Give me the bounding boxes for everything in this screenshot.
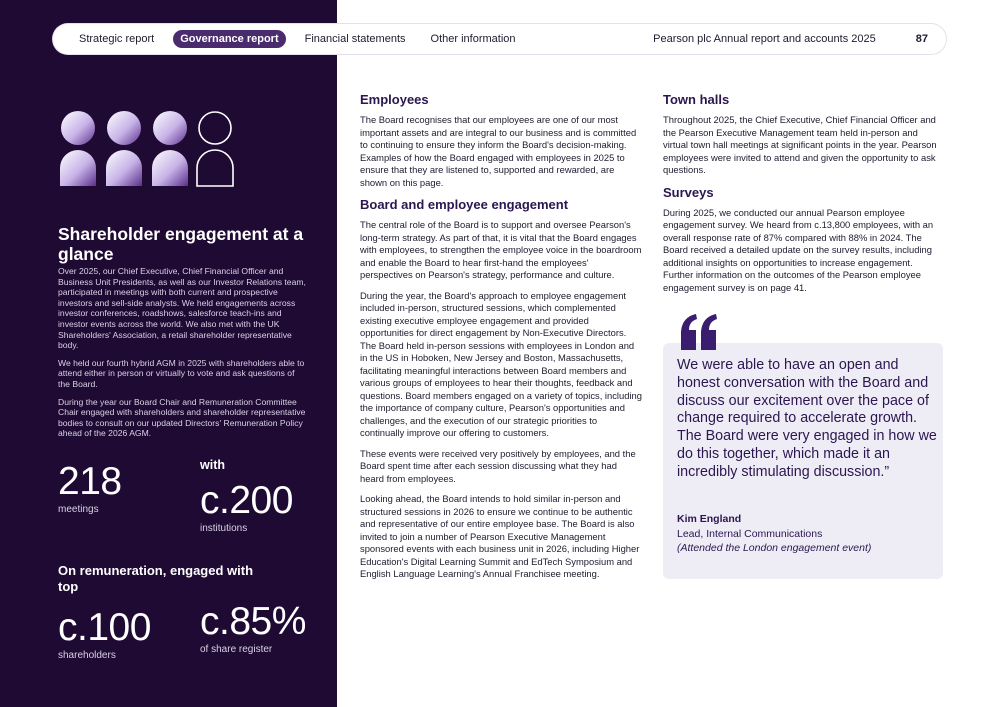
board-engagement-heading: Board and employee engagement (360, 197, 569, 212)
people-icon-graphic (58, 110, 238, 190)
right-column (663, 92, 945, 302)
remuneration-heading: On remuneration, engaged with top (58, 563, 254, 594)
surveys-paragraph: During 2025, we conducted our annual Pearson employee engagement survey. We heard from c.13,800 employees, with an overall response rate of 87% compared with 88% in 2024. The Board received a detailed update on the survey results, including additional insights on opportunities to increase engagement. Further information on the outcomes of the Pearson employee engagement survey is on page 41. (663, 206, 934, 293)
nav-financial-statements[interactable]: Financial statements (304, 33, 406, 45)
person-icon (60, 111, 96, 186)
stat-label: of share register (200, 644, 273, 655)
paragraph: During the year, the Board's approach to employee engagement included in-person, structured sessions, which complemented existing executive employee engagement and provided opportunities for direct engagement by Non-Executive Directors. The Board held in-person sessions with employees in London and in the US in Hoboken, New Jersey and Boston, Massachusetts, facilitating meaningful interactions between Board members and various groups of employees to hear their thoughts, feedback and questions. Board members engaged on a variety of topics, including the importance of company culture, Pearson's opportunities and challenges, and the execution of our strategic priorities to continually improve our offering to customers. (360, 289, 642, 438)
paragraph: Looking ahead, the Board intends to hold similar in-person and structured sessions in 2026 to ensure we continue to be authentic and representative of our entire employee base. The Board is also invited to join a number of Pearson Executive Management sponsored events with each business unit in 2026, including Higher Education's Digital Learning Summit and EdTech Symposium and English Language Learning's Annual Franchisee meeting. (360, 493, 640, 579)
nav-strategic-report[interactable]: Strategic report (79, 33, 155, 45)
person-outline-icon (197, 112, 233, 186)
quote-text: We were able to have an open and honest conversation with the Board and discuss our excitement over the pace of change required to accelerate growth. The Board were very engaged in how we do this together, which made it an incredibly stimulating discussion.” (677, 357, 937, 480)
top-navigation (53, 24, 946, 54)
quote-author-name: Kim England (677, 513, 742, 525)
town-halls-heading: Town halls (663, 92, 730, 107)
person-icon (152, 111, 188, 186)
stat-value: 218 (58, 460, 122, 503)
page-number: 87 (915, 33, 928, 45)
employees-paragraph: The Board recognises that our employees are one of our most important assets and are integral to our business and is committed to continuing to ensure they inform the Board's decision-making. Examples of how the Board engaged with employees in 2025 to ensure that they are listened to, supported and rewarded, are shown on this page. (360, 114, 637, 188)
paragraph: These events were received very positively by employees, and the Board spent time after each session discussing what they had heard from employees. (360, 447, 636, 484)
town-halls-paragraph: Throughout 2025, the Chief Executive, Chief Financial Officer and the Pearson Executive Management team held in-person and virtual town hall meetings at significant points in the year. Pearson employees were invited to attend and given the opportunity to ask questions. (663, 114, 937, 175)
quote-author-role: Lead, Internal Communications (677, 528, 823, 540)
nav-other-information[interactable]: Other information (430, 33, 516, 45)
stat-label: institutions (200, 523, 248, 534)
paragraph: Over 2025, our Chief Executive, Chief Financial Officer and Business Unit Presidents, as well as our Investor Relations team, participated in meetings with both current and prospective investors and sell-side analysts. We held engagements across investor conferences, roadshows, salesforce teach-ins and investor events across the world. We also met with the UK Shareholders' Association, a retail shareholder representative body. (58, 266, 306, 351)
stat-institutions (200, 481, 293, 534)
paragraph: We held our fourth hybrid AGM in 2025 with shareholders able to attend either in person or virtually to vote and ask questions of the Board. (58, 357, 305, 389)
stat-share-register (200, 602, 306, 655)
employees-heading: Employees (360, 92, 429, 107)
stat-label: shareholders (58, 650, 116, 661)
stat-shareholders (58, 608, 151, 661)
quote-mark-icon (679, 312, 719, 352)
shareholder-engagement-title: Shareholder engagement at a glance (58, 224, 304, 264)
stat-meetings (58, 462, 122, 515)
person-icon (106, 111, 142, 186)
quote-author-note: (Attended the London engagement event) (677, 542, 872, 554)
with-label: with (200, 458, 225, 472)
stat-value: c.85% (200, 600, 306, 643)
report-title: Pearson plc Annual report and accounts 2025 (653, 33, 876, 45)
stat-value: c.100 (58, 606, 151, 649)
paragraph: During the year our Board Chair and Remuneration Committee Chair engaged with shareholders and shareholder representative bodies to consult on our updated Directors' Remuneration Policy ahead of the 2026 AGM. (58, 396, 306, 439)
stat-label: meetings (58, 504, 99, 515)
nav-governance-report[interactable]: Governance report (173, 30, 285, 48)
shareholder-engagement-text (58, 266, 308, 446)
surveys-heading: Surveys (663, 184, 714, 200)
stat-value: c.200 (200, 479, 293, 522)
middle-column (360, 92, 642, 589)
paragraph: The central role of the Board is to support and oversee Pearson's long-term strategy. As part of that, it is vital that the Board engages with employees, to strengthen the employee voice in the boardroom and enable the Board to hear first-hand the employees' perspectives on Pearson's strategy, performance and culture. (360, 219, 642, 280)
